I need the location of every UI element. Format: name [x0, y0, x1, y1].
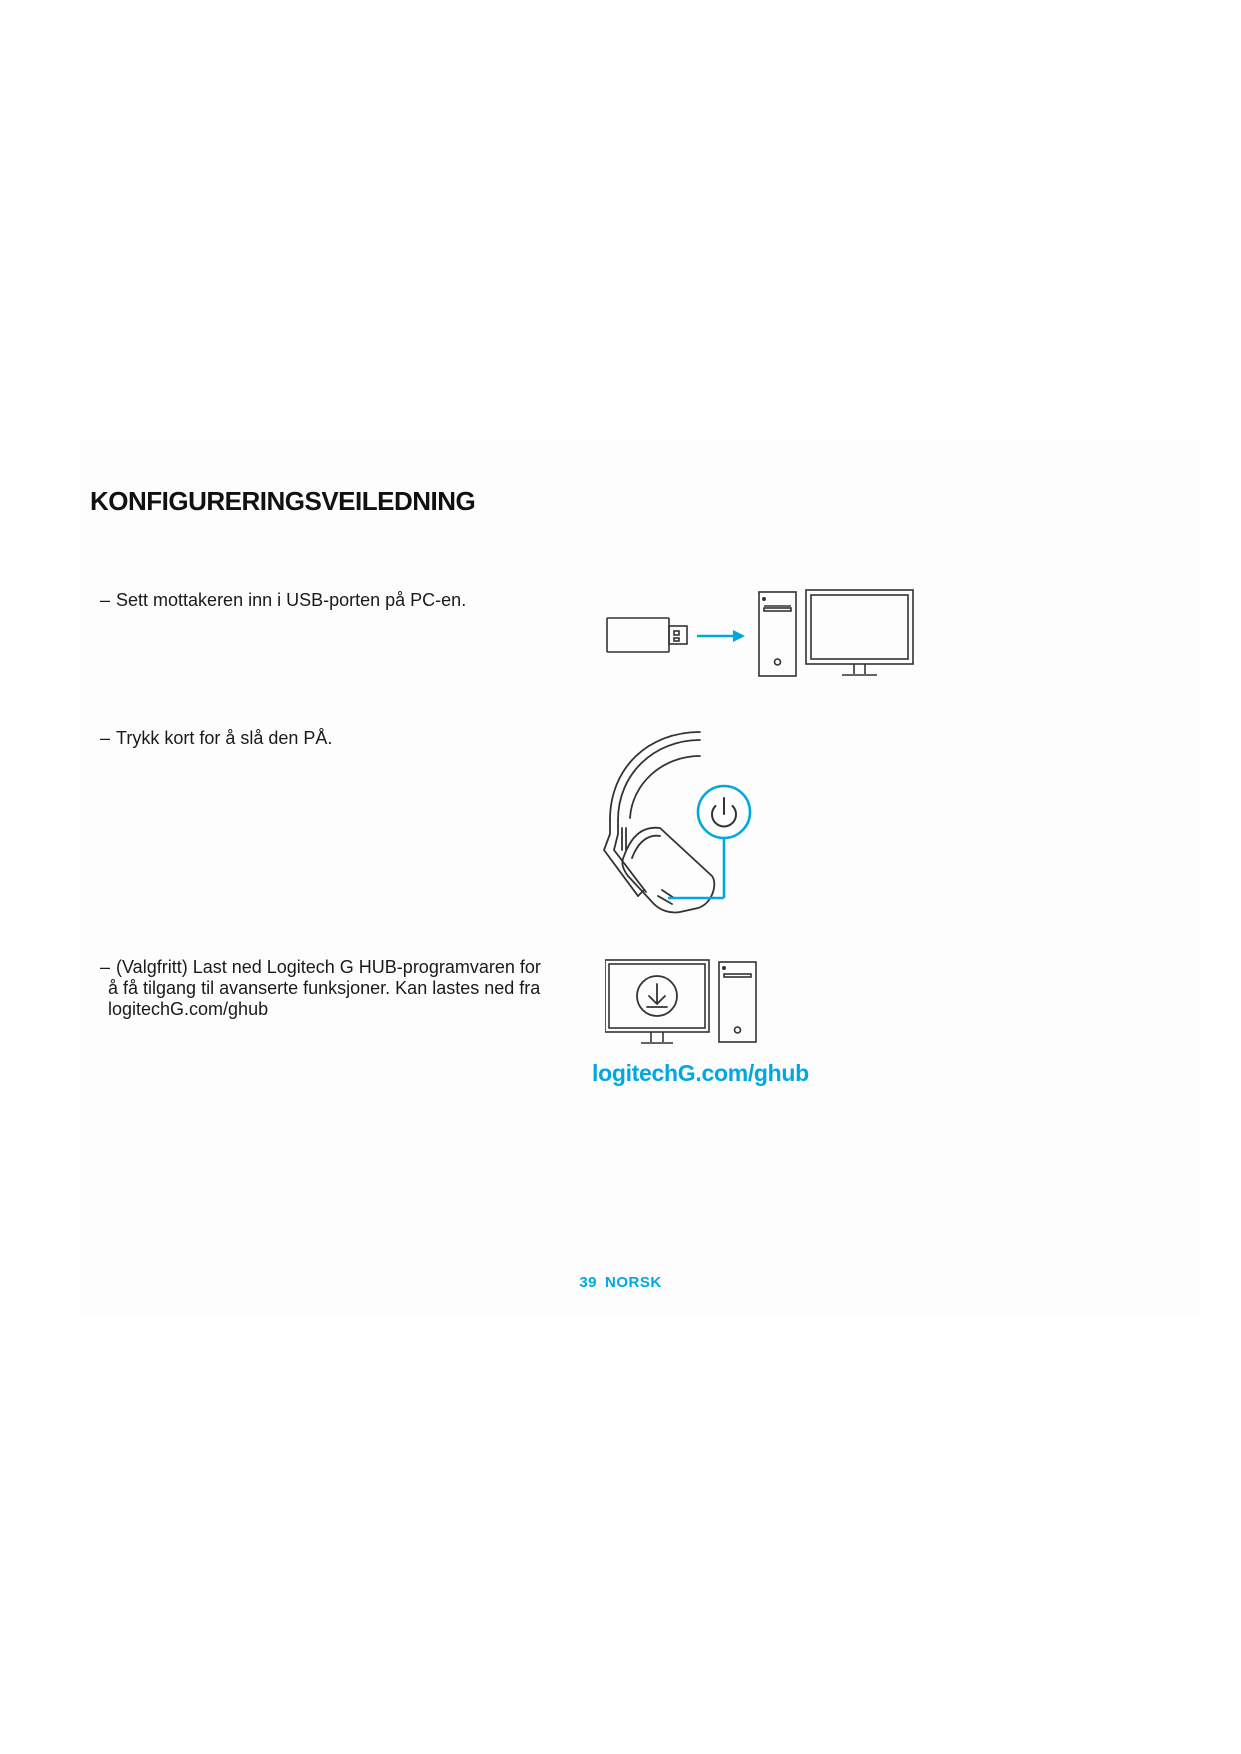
footer-language: NORSK: [605, 1274, 662, 1291]
download-icon: [637, 976, 677, 1016]
step-text: Sett mottakeren inn i USB-porten på PC-en.: [116, 590, 467, 610]
step-text: Trykk kort for å slå den PÅ.: [116, 728, 333, 748]
step-dash: –: [100, 728, 111, 748]
step-dash: –: [100, 590, 111, 610]
arrow-right-icon: [697, 630, 745, 642]
usb-connection-illustration: [605, 588, 925, 684]
desktop-computer-icon: [759, 590, 913, 676]
step-ghub-download: [100, 957, 560, 1020]
step-text-line1: (Valgfritt) Last ned Logitech G HUB-programvaren for: [116, 957, 541, 977]
page-number: 39: [579, 1274, 597, 1291]
step-text-line3: logitechG.com/ghub: [108, 999, 269, 1019]
download-illustration: [605, 958, 765, 1048]
power-indicator: [668, 786, 750, 898]
step-text-line2: å få tilgang til avanserte funksjoner. Kan lastes ned fra: [108, 978, 541, 998]
step-power-on: [100, 728, 560, 749]
headset-icon: [604, 732, 714, 913]
page-footer: [0, 1274, 1241, 1291]
step-usb-receiver: [100, 590, 560, 611]
usb-receiver-icon: [607, 618, 687, 652]
ghub-download-link[interactable]: logitechG.com/ghub: [592, 1060, 809, 1086]
page-title: KONFIGURERINGSVEILEDNING: [90, 486, 476, 516]
headset-power-illustration: [588, 728, 800, 928]
desktop-computer-icon: [719, 962, 756, 1042]
step-dash: –: [100, 957, 111, 977]
